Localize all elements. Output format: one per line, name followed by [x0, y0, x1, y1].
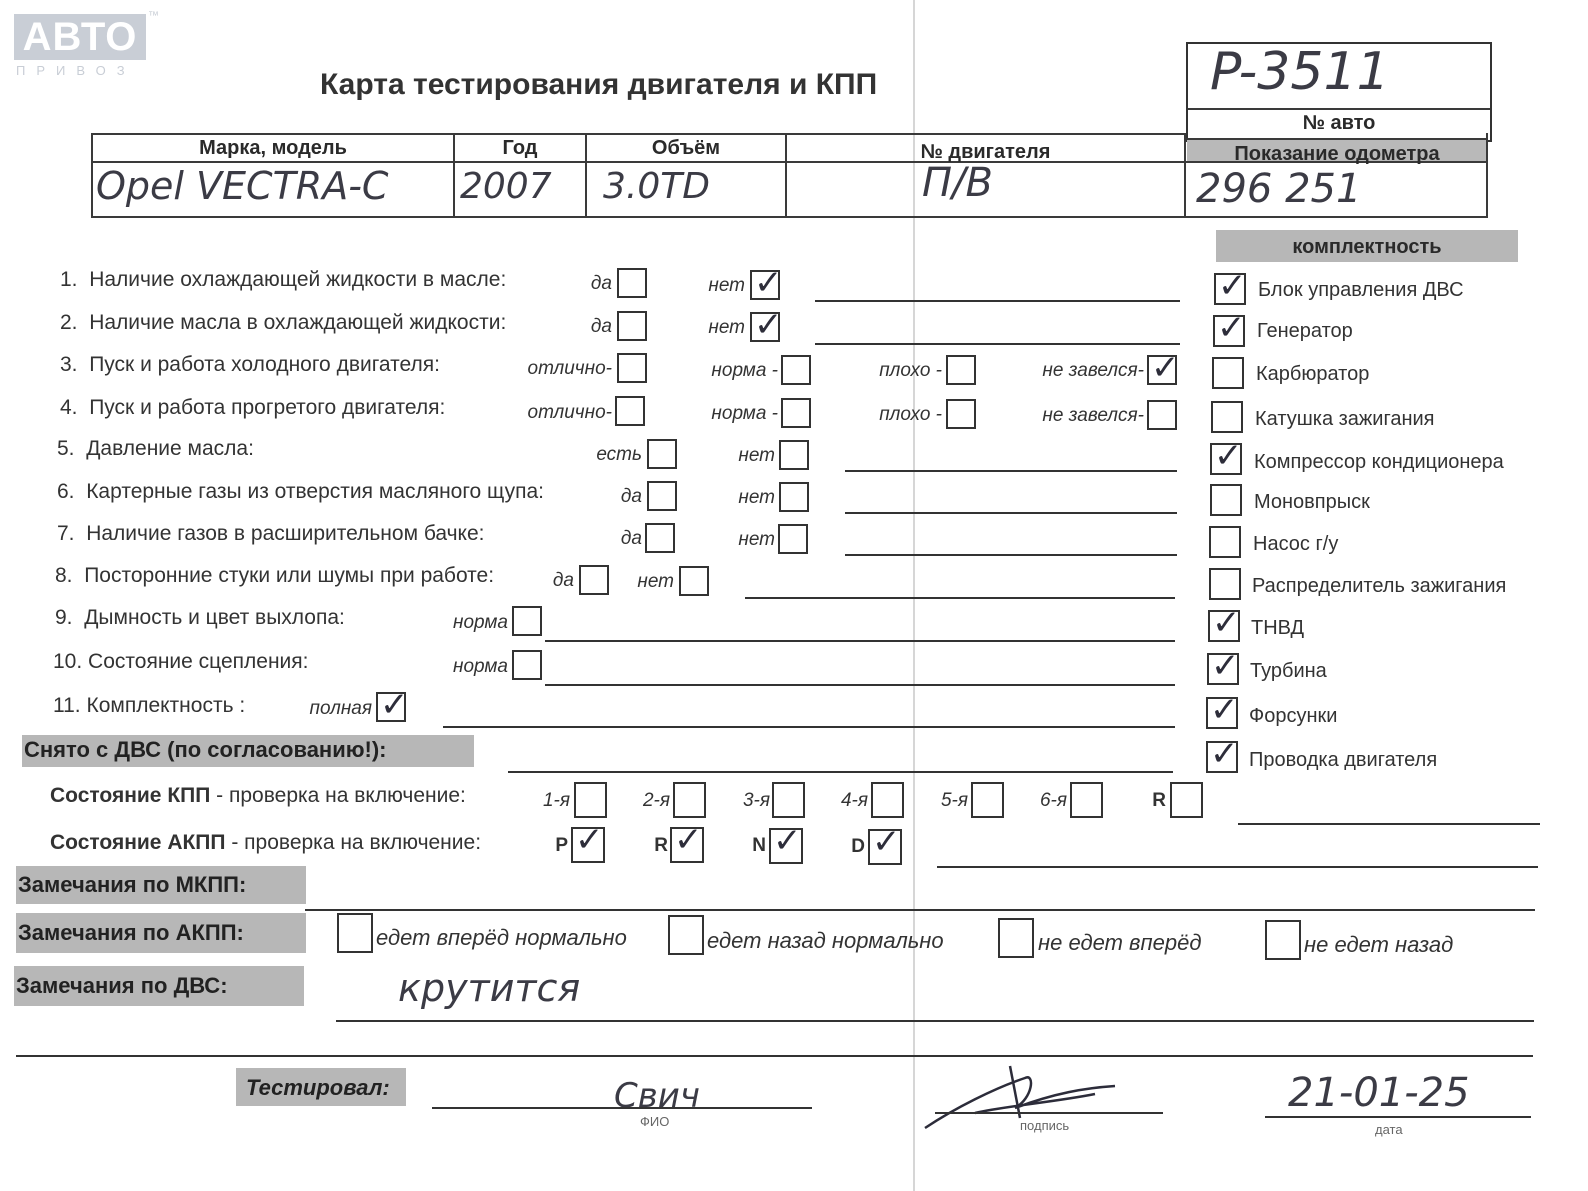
q2-no-checkbox[interactable]	[750, 312, 780, 342]
q8-yes-label: да	[552, 570, 574, 591]
q7-yes-label: да	[620, 528, 642, 549]
akpp-forward-ok-label: едет вперёд нормально	[376, 925, 627, 950]
tested-by-label: Тестировал:	[236, 1068, 406, 1106]
gear-r-checkbox[interactable]	[1170, 782, 1203, 818]
kit-item-ac-compressor: Компрессор кондиционера	[1254, 451, 1504, 473]
q4-nostart-label: не завелся-	[1042, 405, 1144, 426]
gear-2-checkbox[interactable]	[673, 782, 706, 818]
question-4: 4. Пуск и работа прогретого двигателя:	[60, 396, 446, 419]
remarks-mkpp-line[interactable]	[305, 909, 1535, 911]
q11-note-line[interactable]	[443, 726, 1175, 728]
q5-note-line[interactable]	[845, 470, 1177, 472]
gear-1-label: 1-я	[542, 790, 570, 811]
kit-checkbox-mono-injection[interactable]	[1210, 484, 1242, 516]
remarks-extra-line[interactable]	[16, 1055, 1533, 1057]
akpp-backward-ok-label: едет назад нормально	[707, 928, 944, 953]
mode-p-label: P	[555, 835, 568, 856]
kit-checkbox-ecu[interactable]	[1214, 273, 1246, 305]
q4-normal-label: норма -	[711, 403, 778, 424]
q11-full-label: полная	[309, 698, 372, 719]
date-line[interactable]	[1265, 1116, 1531, 1118]
gear-6-checkbox[interactable]	[1070, 782, 1103, 818]
removed-label: Снято с ДВС (по согласованию!):	[22, 735, 474, 767]
q6-note-line[interactable]	[845, 512, 1177, 514]
q1-yes-label: да	[590, 273, 612, 294]
q1-note-line[interactable]	[815, 300, 1180, 302]
kit-item-wiring: Проводка двигателя	[1249, 749, 1438, 771]
logo-main: АВТО	[14, 14, 146, 60]
header-year: Год	[502, 137, 538, 159]
question-8: 8. Посторонние стуки или шумы при работе:	[55, 564, 495, 587]
q4-bad-label: плохо -	[879, 404, 942, 425]
gear-4-label: 4-я	[840, 790, 868, 811]
akpp-no-backward-label: не едет назад	[1304, 932, 1454, 957]
gear-4-checkbox[interactable]	[871, 782, 904, 818]
kpp-label: Состояние КПП - проверка на включение:	[50, 784, 466, 807]
q10-note-line[interactable]	[545, 684, 1175, 686]
kit-header: комплектность	[1216, 230, 1518, 262]
q3-excellent-label: отлично-	[527, 358, 612, 379]
q5-no-checkbox[interactable]	[779, 440, 809, 470]
value-volume: 3.0TD	[603, 166, 710, 207]
signature-caption: подпись	[1020, 1118, 1070, 1133]
gear-2-label: 2-я	[642, 790, 670, 811]
remarks-dvs-note: крутится	[398, 966, 581, 1010]
question-2: 2. Наличие масла в охлаждающей жидкости:	[60, 311, 507, 334]
kit-item-tnvd: ТНВД	[1251, 617, 1305, 639]
question-7: 7. Наличие газов в расширительном бачке:	[57, 522, 485, 545]
header-volume: Объём	[651, 137, 721, 159]
q3-bad-label: плохо -	[879, 360, 942, 381]
gear-5-label: 5-я	[940, 790, 968, 811]
q9-normal-label: норма	[453, 612, 508, 633]
mode-r-label: R	[654, 835, 668, 856]
q2-yes-label: да	[590, 316, 612, 337]
q3-normal-checkbox[interactable]	[781, 355, 811, 385]
kit-checkbox-ac-compressor[interactable]	[1210, 443, 1242, 475]
value-year: 2007	[460, 166, 552, 207]
q1-yes-checkbox[interactable]	[617, 268, 647, 298]
tester-name: Свич	[614, 1076, 700, 1116]
value-odometer: 296 251	[1196, 166, 1362, 212]
kit-item-generator: Генератор	[1257, 320, 1353, 342]
mode-p-checkbox[interactable]	[571, 827, 605, 863]
q8-no-checkbox[interactable]	[679, 566, 709, 596]
gear-1-checkbox[interactable]	[574, 782, 607, 818]
akpp-note-line[interactable]	[937, 866, 1538, 868]
q6-no-label: нет	[738, 487, 775, 508]
gear-3-checkbox[interactable]	[772, 782, 805, 818]
question-5: 5. Давление масла:	[57, 437, 254, 460]
q3-nostart-checkbox[interactable]	[1147, 355, 1177, 385]
q4-excellent-checkbox[interactable]	[615, 396, 645, 426]
q6-yes-label: да	[620, 486, 642, 507]
akpp-forward-ok-checkbox[interactable]	[337, 913, 373, 953]
q9-note-line[interactable]	[545, 640, 1175, 642]
mode-d-checkbox[interactable]	[868, 829, 902, 865]
kit-checkbox-wiring[interactable]	[1206, 741, 1238, 773]
kit-item-carburetor: Карбюратор	[1256, 363, 1370, 385]
q2-yes-checkbox[interactable]	[617, 311, 647, 341]
gear-6-label: 6-я	[1039, 790, 1067, 811]
question-9: 9. Дымность и цвет выхлопа:	[55, 606, 345, 629]
q3-normal-label: норма -	[711, 360, 778, 381]
auto-number-box	[1186, 42, 1492, 142]
gear-r-label: R	[1152, 790, 1166, 811]
q7-yes-checkbox[interactable]	[645, 523, 675, 553]
q11-full-checkbox[interactable]	[376, 692, 406, 722]
kit-checkbox-turbo[interactable]	[1207, 653, 1239, 685]
q5-no-label: нет	[738, 445, 775, 466]
kit-checkbox-injectors[interactable]	[1206, 697, 1238, 729]
akpp-no-forward-label: не едет вперёд	[1038, 930, 1202, 955]
removed-note-line[interactable]	[508, 771, 1173, 773]
gear-5-checkbox[interactable]	[971, 782, 1004, 818]
q8-note-line[interactable]	[745, 597, 1175, 599]
akpp-label: Состояние АКПП - проверка на включение:	[50, 831, 482, 854]
question-10: 10. Состояние сцепления:	[53, 650, 309, 673]
q5-yes-label: есть	[596, 444, 642, 465]
mode-n-label: N	[752, 835, 766, 856]
q7-note-line[interactable]	[845, 554, 1177, 556]
mode-r-checkbox[interactable]	[670, 827, 704, 863]
mode-d-label: D	[851, 836, 865, 857]
q4-nostart-checkbox[interactable]	[1147, 400, 1177, 430]
q9-normal-checkbox[interactable]	[512, 606, 542, 636]
auto-number-label: № авто	[1302, 112, 1376, 134]
q1-no-checkbox[interactable]	[750, 270, 780, 300]
logo-tm: ™	[148, 10, 159, 22]
kit-checkbox-distributor[interactable]	[1209, 568, 1241, 600]
akpp-backward-ok-checkbox[interactable]	[668, 915, 704, 955]
q4-normal-checkbox[interactable]	[781, 398, 811, 428]
q2-no-label: нет	[708, 317, 745, 338]
tester-name-line[interactable]	[432, 1107, 812, 1109]
signature-line[interactable]	[935, 1112, 1163, 1114]
q6-yes-checkbox[interactable]	[647, 481, 677, 511]
kit-checkbox-carburetor[interactable]	[1212, 357, 1244, 389]
remarks-akpp-label: Замечания по АКПП:	[16, 913, 306, 953]
q10-normal-checkbox[interactable]	[512, 650, 542, 680]
q3-excellent-checkbox[interactable]	[617, 353, 647, 383]
question-11: 11. Комплектность :	[53, 694, 246, 717]
question-1: 1. Наличие охлаждающей жидкости в масле:	[60, 268, 507, 291]
kit-item-injectors: Форсунки	[1249, 705, 1338, 727]
q10-normal-label: норма	[453, 656, 508, 677]
akpp-no-forward-checkbox[interactable]	[998, 918, 1034, 958]
q7-no-checkbox[interactable]	[778, 524, 808, 554]
value-engine: П/В	[922, 160, 993, 206]
test-date: 21-01-25	[1288, 1070, 1470, 1116]
page-title: Карта тестирования двигателя и КПП	[320, 68, 878, 101]
paper-fold	[913, 0, 915, 1191]
kit-item-power-steering-pump: Насос г/у	[1253, 533, 1339, 555]
kit-item-mono-injection: Моновпрыск	[1254, 491, 1370, 513]
header-model: Марка, модель	[199, 137, 347, 159]
kit-item-ignition-coil: Катушка зажигания	[1255, 408, 1435, 430]
q6-no-checkbox[interactable]	[779, 482, 809, 512]
remarks-mkpp-label: Замечания по МКПП:	[16, 866, 306, 904]
remarks-dvs-line[interactable]	[336, 1020, 1534, 1022]
q8-yes-checkbox[interactable]	[579, 565, 609, 595]
q8-no-label: нет	[637, 571, 674, 592]
kit-item-distributor: Распределитель зажигания	[1252, 575, 1507, 597]
mode-n-checkbox[interactable]	[769, 828, 803, 864]
q4-bad-checkbox[interactable]	[946, 399, 976, 429]
kit-checkbox-tnvd[interactable]	[1208, 610, 1240, 642]
logo	[14, 10, 159, 78]
question-3: 3. Пуск и работа холодного двигателя:	[60, 353, 440, 376]
q5-yes-checkbox[interactable]	[647, 439, 677, 469]
q4-excellent-label: отлично-	[527, 402, 612, 423]
gear-3-label: 3-я	[742, 790, 770, 811]
q2-note-line[interactable]	[815, 343, 1180, 345]
kit-item-turbo: Турбина	[1250, 660, 1327, 682]
date-caption: дата	[1375, 1122, 1403, 1137]
name-caption: ФИО	[640, 1114, 670, 1129]
kit-item-ecu: Блок управления ДВС	[1258, 279, 1464, 301]
header-odometer: Показание одометра	[1234, 143, 1440, 165]
q3-bad-checkbox[interactable]	[946, 355, 976, 385]
kpp-note-line[interactable]	[1238, 823, 1540, 825]
header-engine: № двигателя	[920, 141, 1051, 163]
q7-no-label: нет	[738, 529, 775, 550]
kit-checkbox-power-steering-pump[interactable]	[1209, 526, 1241, 558]
q1-no-label: нет	[708, 275, 745, 296]
akpp-no-backward-checkbox[interactable]	[1265, 920, 1301, 960]
q3-nostart-label: не завелся-	[1042, 360, 1144, 381]
logo-sub: ПРИВОЗ	[16, 63, 136, 78]
kit-checkbox-ignition-coil[interactable]	[1211, 401, 1243, 433]
question-6: 6. Картерные газы из отверстия масляного щупа:	[57, 480, 544, 503]
remarks-dvs-label: Замечания по ДВС:	[14, 966, 304, 1006]
auto-number-value: P-3511	[1210, 42, 1390, 102]
kit-checkbox-generator[interactable]	[1213, 315, 1245, 347]
value-model: Opel VECTRA-C	[96, 164, 389, 208]
